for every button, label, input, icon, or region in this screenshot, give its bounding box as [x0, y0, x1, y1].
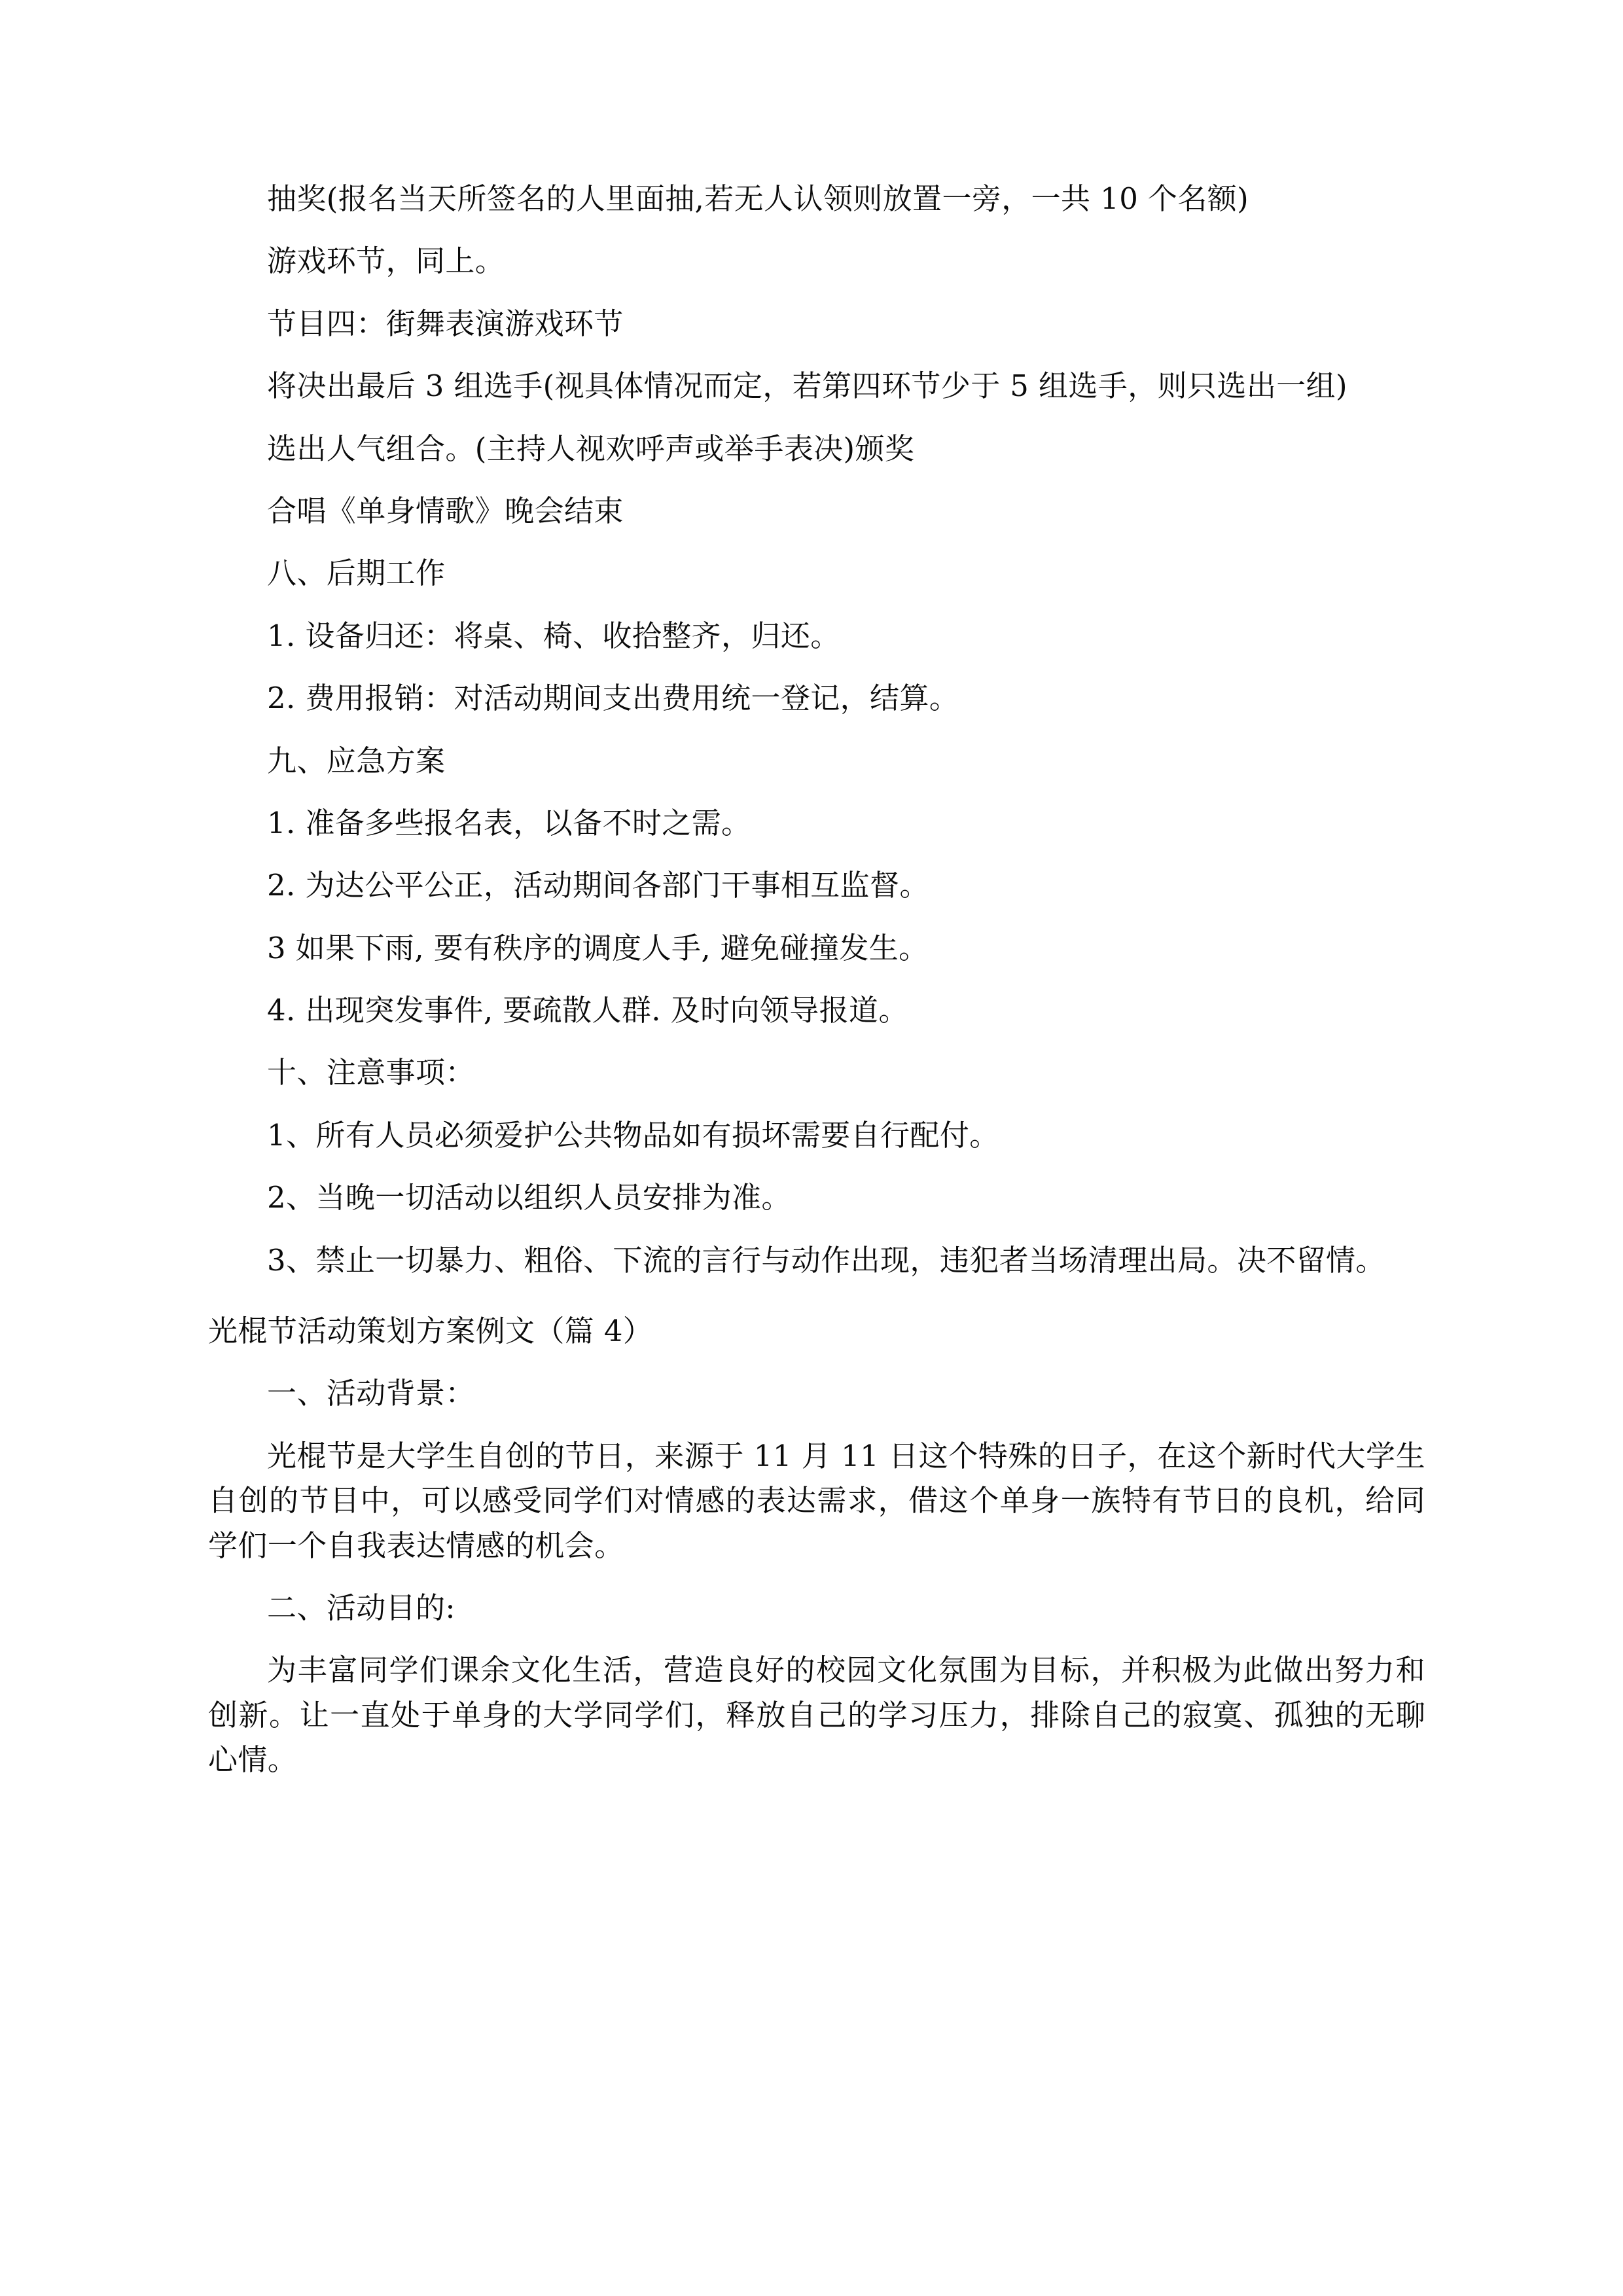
paragraph: 3 如果下雨, 要有秩序的调度人手, 避免碰撞发生。 [267, 930, 929, 965]
paragraph: 抽奖(报名当天所签名的人里面抽,若无人认领则放置一旁，一共 10 个名额) [267, 181, 1249, 216]
paragraph: 为丰富同学们课余文化生活，营造良好的校园文化氛围为目标，并积极为此做出努力和创新。让一直处于单身的大学同学们，释放自己的学习压力，排除自己的寂寞、孤独的无聊心情。 [208, 1653, 1425, 1778]
section-heading: 九、应急方案 [267, 743, 446, 778]
paragraph: 1. 设备归还：将桌、椅、收拾整齐，归还。 [267, 618, 840, 653]
paragraph: 将决出最后 3 组选手(视具体情况而定，若第四环节少于 5 组选手，则只选出一组) [267, 368, 1347, 404]
paragraph: 2、当晚一切活动以组织人员安排为准。 [267, 1180, 791, 1215]
paragraph: 合唱《单身情歌》晚会结束 [267, 493, 624, 528]
paragraph: 节目四：街舞表演游戏环节 [267, 306, 624, 341]
document-body [208, 177, 1425, 1801]
section-heading: 十、注意事项： [267, 1055, 475, 1090]
paragraph: 游戏环节，同上。 [267, 243, 505, 279]
section-heading: 八、后期工作 [267, 556, 446, 591]
paragraph: 2. 费用报销：对活动期间支出费用统一登记，结算。 [267, 681, 959, 716]
article-title: 光棍节活动策划方案例文（篇 4） [208, 1314, 653, 1349]
paragraph: 4. 出现突发事件, 要疏散人群. 及时向领导报道。 [267, 993, 908, 1028]
paragraph: 2. 为达公平公正，活动期间各部门干事相互监督。 [267, 868, 929, 903]
section-heading: 一、活动背景： [267, 1376, 475, 1411]
paragraph: 1、所有人员必须爱护公共物品如有损坏需要自行配付。 [267, 1117, 999, 1153]
paragraph: 1. 准备多些报名表，以备不时之需。 [267, 805, 751, 840]
section-heading: 二、活动目的: [267, 1590, 455, 1625]
paragraph: 3、禁止一切暴力、粗俗、下流的言行与动作出现，违犯者当场清理出局。决不留情。 [267, 1242, 1385, 1278]
paragraph: 选出人气组合。(主持人视欢呼声或举手表决)颁奖 [267, 431, 915, 466]
paragraph: 光棍节是大学生自创的节日，来源于 11 月 11 日这个特殊的日子，在这个新时代大学生自创的节目中，可以感受同学们对情感的表达需求，借这个单身一族特有节日的良机，给同学们一个自我表达情感的机会。 [208, 1438, 1425, 1563]
